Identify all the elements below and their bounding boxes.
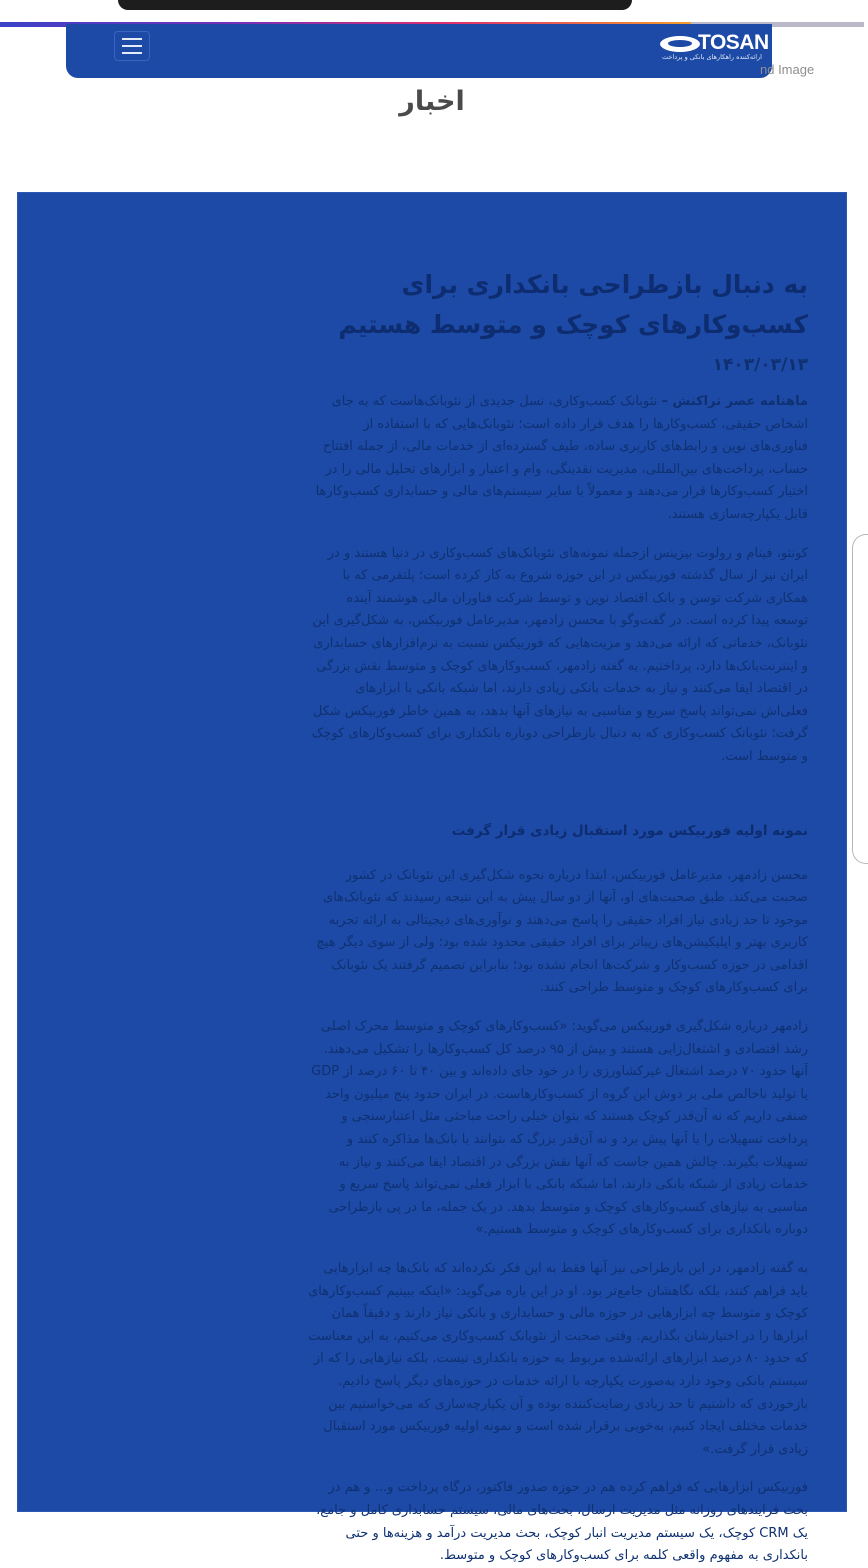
article-card (17, 192, 847, 1564)
article-headline: به دنبال بازطراحی بانکداری برای کسب‌وکارهای کوچک و متوسط هستیم (338, 270, 808, 339)
article-subheading: نمونه اولیه فوربیکس مورد استقبال زیادی قرار گرفت (451, 822, 808, 839)
logo-text: TOSAN (698, 31, 769, 54)
hamburger-menu-button[interactable] (114, 31, 150, 61)
article-paragraph: زادمهر درباره شکل‌گیری فوربیکس می‌گوید: «کسب‌وکارهای کوچک و متوسط محرک اصلی رشد اقتصادی و اشتغال‌زایی هستند و بیش از ۹۵ درصد کل کسب‌وکارها را تشکیل می‌دهند. آنها حدود ۷۰ درصد اشتغال غیرکشاورزی را در خود جای داده‌اند و بین ۴۰ تا ۶۰ درصد از GDP یا تولید ناخالص ملی بر دوش این گروه از کسب‌وکارهاست. در ایران حدود پنج میلیون واحد صنفی داریم که نه آن‌قدر کوچک هستند که بتوان خیلی راحت مباحثی مثل اعتبارسنجی و پرداخت تسهیلات را با آنها پیش برد و نه آن‌قدر بزرگ که بتوانند با بانک‌ها مذاکره کنند و تسهیلات بگیرند. چالش همین جاست که آنها نقش بزرگی در اقتصاد ایفا می‌کنند و نیاز به خدمات زیادی از شبکه بانکی دارند، اما شبکه بانکی با ابزار فعلی نمی‌تواند پاسخ سریع و مناسبی به نیازهای کسب‌وکارهای کوچک و متوسط بدهد. در یک جمله، ما در پی بازطراحی دوباره بانکداری برای کسب‌وکارهای کوچک و متوسط هستیم.» (311, 1019, 808, 1238)
camera-notch (118, 0, 632, 10)
article-paragraph: فوربیکس ابزارهایی که فراهم کرده هم در حوزه صدور فاکتور، درگاه پرداخت و... و هم در بحث فرایندهای روزانه مثل مدیریت ارسال، بحث‌های مالی، سیستم حسابداری کامل و جامع، یک CRM کوچک، یک سیستم مدیریت انبار کوچک، بحث مدیریت درآمد و هزینه‌ها و حتی بانکداری به مفهوم واقعی کلمه برای کسب‌وکارهای کوچک و متوسط. (316, 1480, 808, 1564)
menu-icon-line (122, 38, 142, 40)
article-paragraph: محسن زادمهر، مدیرعامل فوربیکس، ابتدا درباره نحوه شکل‌گیری این نئوبانک در کشور صحبت می‌کند. طبق صحبت‌های او، آنها از دو سال پیش به این نتیجه رسیدند که نئوبانک‌های موجود تا حد زیادی نیاز افراد حقیقی را پاسخ می‌دهند و نوآوری‌های دیجیتالی به ارائه تجربه کاربری بهتر و اپلیکیشن‌های زیباتر برای افراد حقیقی محدود شده بود؛ ولی از سوی دیگر هیچ اقدامی در حوزه کسب‌وکار و شرکت‌ها انجام نشده بود؛ بنابراین تصمیم گرفتند یک نئوبانک برای کسب‌وکارهای کوچک و متوسط طراحی کنند. (316, 867, 808, 996)
status-bar (0, 0, 864, 24)
menu-icon-line (122, 52, 142, 54)
menu-icon-line (122, 45, 142, 47)
logo-tagline: ارائه‌کننده راهکارهای بانکی و پرداخت (662, 53, 762, 61)
page-title: اخبار (399, 86, 465, 117)
background-image-alt-text: nd Image (760, 62, 815, 77)
article-paragraph: به گفته زادمهر، در این بازطراحی نیز آنها فقط به این فکر نکرده‌اند که بانک‌ها چه ابزارهایی باید فراهم کنند، بلکه نگاهشان جامع‌تر بود. او در این باره می‌گوید: «اینکه ببینیم کسب‌وکارهای کوچک و متوسط چه ابزارهایی در حوزه مالی و حسابداری و بانکی نیاز دارند و دقیقاً همان ابزارها را در اختیارشان بگذاریم. وقتی صحبت از نئوبانک کسب‌وکاری می‌کنیم، به این معناست که حدود ۸۰ درصد ابزارهای ارائه‌شده مربوط به حوزه بانکداری نیست. بلکه نیازهایی را که از سیستم بانکی وجود دارد به‌صورت یکپارچه با ارائه خدمات در حوزه‌های دیگر پاسخ دادیم. بازخوردی که داشتیم تا حد زیادی رضایت‌کننده بوده و آن یکپارچه‌سازی که می‌خواستیم بین خدمات مختلف ایجاد کنیم، به‌خوبی برقرار شده است و نمونه اولیه فوربیکس مورد استقبال زیادی قرار گرفت.» (308, 1261, 808, 1457)
article-paragraph (308, 391, 808, 527)
article-paragraph: کونتو، فینام و رولوت بیزینس ازجمله نمونه‌های نئوبانک‌های کسب‌وکاری در دنیا هستند و در ایران نیز از سال گذشته فوربیکس در این حوزه شروع به کار کرده است؛ پلتفرمی که با همکاری شرکت توسن و بانک اقتصاد نوین و توسط شرکت فناوران مالی هوشمند آینده توسعه پیدا کرده است. در گفت‌وگو با محسن زادمهر، مدیرعامل فوربیکس، به شکل‌گیری این نئوبانک، خدماتی که ارائه می‌دهد و مزیت‌هایی که فوربیکس نسبت به نرم‌افزارهای حسابداری و اینترنت‌بانک‌ها دارد، پرداختیم. به گفته زادمهر، کسب‌وکارهای کوچک و متوسط نقش بزرگی در اقتصاد ایفا می‌کنند و نیاز به خدمات بانکی زیادی دارند، اما شبکه بانکی با ابزارهای فعلی‌اش نمی‌تواند پاسخ سریع و مناسبی به نیازهای آنها بدهد، به همین خاطر فوربیکس شکل گرفت؛ نئوبانک کسب‌وکاری که به دنبال بازطراحی دوباره بانکداری برای کسب‌وکارهای کوچک و متوسط است. (311, 545, 808, 764)
article-date: ۱۴۰۳/۰۳/۱۳ (712, 355, 808, 375)
article-body (308, 265, 808, 1568)
logo-emblem-icon (660, 36, 700, 52)
article-source: ماهنامه عصر تراکنش – (661, 394, 808, 409)
article-paragraph-text: نئوبانک کسب‌وکاری، نسل جدیدی از نئوبانک‌هاست که به جای اشخاص حقیقی، کسب‌وکارها را هدف قرار داده است؛ نئوبانک‌هایی که با استفاده از فناوری‌های نوین و رابط‌های کاربری ساده، طیف گسترده‌ای از خدمات مالی، از جمله افتتاح حساب، پرداخت‌های بین‌المللی، مدیریت نقدینگی، وام و اعتبار و ابزارهای تحلیل مالی را در اختیار کسب‌وکارها قرار می‌دهند و معمولاً با سایر سیستم‌های مالی و حسابداری کسب‌وکارها قابل یکپارچه‌سازی هستند. (315, 394, 808, 522)
side-drawer-handle[interactable] (852, 534, 868, 864)
tosan-logo[interactable] (660, 32, 774, 62)
